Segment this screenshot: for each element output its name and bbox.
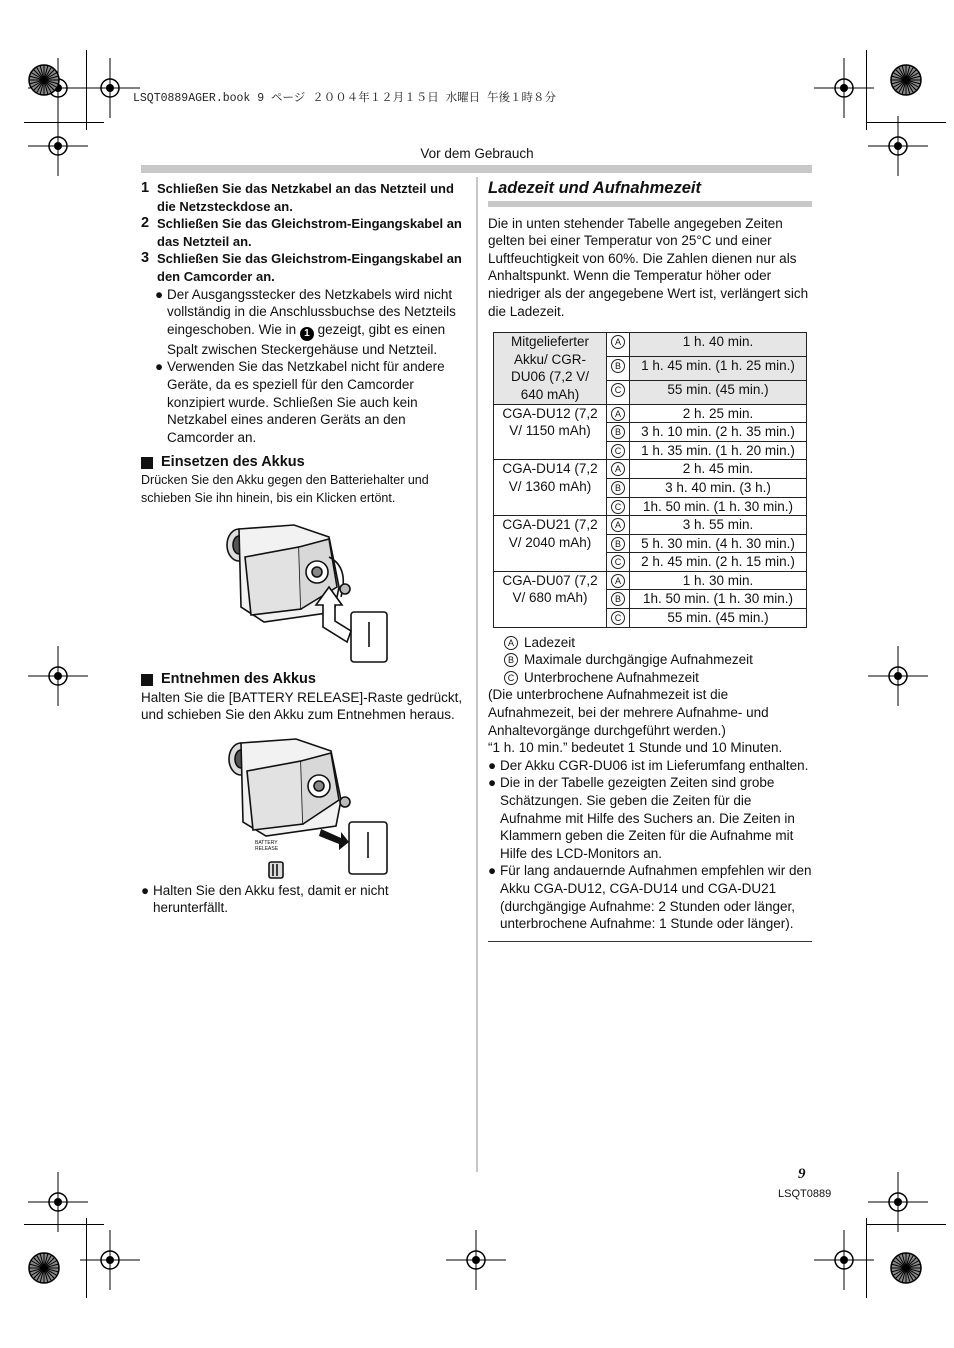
crosshair-mark xyxy=(814,1230,874,1290)
battery-release-label: BATTERY RELEASE xyxy=(255,839,279,852)
remove-figure xyxy=(221,734,401,882)
trim-line xyxy=(24,122,104,123)
time-cell: 3 h. 55 min. xyxy=(630,516,807,535)
circled-letter-icon: A xyxy=(611,518,625,532)
title-bar xyxy=(488,201,812,207)
letter-cell xyxy=(607,404,630,423)
time-cell: 55 min. (45 min.) xyxy=(630,609,807,628)
step3-bullet-1: ● Der Ausgangsstecker des Netzkabels wird nicht vollständig in die Anschlussbuchse des Netzteils eingeschoben. Wie in 1 gezeigt, gibt es einen Spalt zwischen Steckergehäuse und Netzteil. xyxy=(155,286,456,357)
time-cell: 2 h. 45 min. xyxy=(630,460,807,479)
table-row xyxy=(494,571,807,590)
time-cell: 3 h. 40 min. (3 h.) xyxy=(630,478,807,497)
step-1: 1 Schließen Sie das Netzkabel an das Netzteil und die Netzsteckdose an. xyxy=(141,180,454,214)
circled-letter-icon: C xyxy=(611,383,625,397)
legend-item: C Unterbrochene Aufnahmezeit xyxy=(488,669,812,687)
trim-line xyxy=(86,50,87,130)
trim-line xyxy=(86,1218,87,1298)
meaning-note: “1 h. 10 min.” bedeutet 1 Stunde und 10 Minuten. xyxy=(488,740,783,756)
step-2: 2 Schließen Sie das Gleichstrom-Eingangskabel an das Netzteil an. xyxy=(141,215,462,249)
circled-letter-icon: C xyxy=(611,555,625,569)
step3-bullet-2: ● Verwenden Sie das Netzkabel nicht für andere Geräte, da es speziell für den Camcorder konzipiert wurde. Schließen Sie auch kein Netzkabel eines anderen Geräts an den Camcorder an. xyxy=(155,359,445,445)
insert-heading: Einsetzen des Akkus xyxy=(141,454,466,472)
camcorder-insert-illustration xyxy=(219,517,399,667)
radial-mark xyxy=(28,64,60,96)
bullet-icon: ● xyxy=(488,863,497,879)
remove-text: Halten Sie die [BATTERY RELEASE]-Raste gedrückt, und schieben Sie den Akku zum Entnehmen heraus. xyxy=(141,689,463,723)
square-icon xyxy=(141,457,153,469)
letter-cell xyxy=(607,609,630,628)
paren-note: (Die unterbrochene Aufnahmezeit ist die Aufnahmezeit, bei der mehrere Aufnahme- und Anhaltevorgänge durchgeführt werden.) xyxy=(488,687,769,738)
step-3: 3 Schließen Sie das Gleichstrom-Eingangskabel an den Camcorder an. xyxy=(141,250,462,284)
letter-cell xyxy=(607,441,630,460)
time-cell: 1 h. 35 min. (1 h. 20 min.) xyxy=(630,441,807,460)
bullet-icon: ● xyxy=(155,286,164,302)
bullet-icon: ● xyxy=(155,359,164,375)
letter-cell xyxy=(607,590,630,609)
left-column xyxy=(141,180,466,917)
trim-line xyxy=(866,50,867,130)
letter-cell xyxy=(607,423,630,442)
circled-letter-icon: A xyxy=(611,462,625,476)
trim-line xyxy=(866,1224,946,1225)
time-cell: 1h. 50 min. (1 h. 30 min.) xyxy=(630,497,807,516)
bullet-icon: ● xyxy=(488,775,497,791)
battery-cell: CGA-DU14 (7,2 V/ 1360 mAh) xyxy=(494,460,607,516)
circled-letter-icon: C xyxy=(611,500,625,514)
crosshair-mark xyxy=(814,58,874,118)
time-cell: 55 min. (45 min.) xyxy=(630,380,807,404)
circled-letter-icon: A xyxy=(611,407,625,421)
time-cell: 1 h. 40 min. xyxy=(630,333,807,357)
circled-letter-icon: C xyxy=(611,611,625,625)
battery-cell: Mitgelieferter Akku/ CGR-DU06 (7,2 V/ 640 mAh) xyxy=(494,333,607,404)
time-cell: 1h. 50 min. (1 h. 30 min.) xyxy=(630,590,807,609)
circled-letter-b-icon: B xyxy=(504,653,518,667)
time-cell: 5 h. 30 min. (4 h. 30 min.) xyxy=(630,534,807,553)
circled-letter-icon: A xyxy=(611,574,625,588)
end-rule xyxy=(488,941,812,942)
time-cell: 1 h. 30 min. xyxy=(630,571,807,590)
circled-letter-icon: B xyxy=(611,537,625,551)
legend-item: B Maximale durchgängige Aufnahmezeit xyxy=(488,651,812,669)
note-bullet-1: ● Der Akku CGR-DU06 ist im Lieferumfang enthalten. xyxy=(488,757,809,773)
letter-cell xyxy=(607,478,630,497)
section-header: Vor dem Gebrauch xyxy=(420,146,534,161)
square-icon xyxy=(141,674,153,686)
letter-cell xyxy=(607,553,630,572)
header-bar xyxy=(141,165,812,173)
letter-cell xyxy=(607,333,630,357)
insert-text: Drücken Sie den Akku gegen den Batteriehalter und schieben Sie ihn hinein, bis ein Klicken ertönt. xyxy=(141,472,429,505)
time-cell: 2 h. 25 min. xyxy=(630,404,807,423)
page-number: 9 xyxy=(798,1166,806,1182)
battery-cell: CGA-DU07 (7,2 V/ 680 mAh) xyxy=(494,571,607,627)
bullet-icon: ● xyxy=(488,757,497,773)
trim-line xyxy=(866,122,946,123)
circled-letter-icon: B xyxy=(611,592,625,606)
letter-cell xyxy=(607,460,630,479)
charging-title: Ladezeit und Aufnahmezeit xyxy=(488,179,701,197)
intro-text: Die in unten stehender Tabelle angegeben Zeiten gelten bei einer Temperatur von 25°C und einer Luftfeuchtigkeit von 60%. Die Zahlen dienen nur als Anhaltspunkt. Wenn die Temperatur höher oder niedriger als der angegebene Wert ist, verlängert sich die Ladezeit. xyxy=(488,215,809,319)
insert-figure xyxy=(219,517,399,667)
right-column xyxy=(488,180,812,942)
letter-cell xyxy=(607,516,630,535)
file-info: LSQT0889AGER.book 9 ページ ２００４年１２月１５日 水曜日 午後１時８分 xyxy=(133,92,556,105)
circled-number-icon: 1 xyxy=(300,327,314,341)
battery-cell: CGA-DU12 (7,2 V/ 1150 mAh) xyxy=(494,404,607,460)
crosshair-mark xyxy=(868,1172,928,1232)
time-cell: 1 h. 45 min. (1 h. 25 min.) xyxy=(630,356,807,380)
letter-cell xyxy=(607,571,630,590)
crosshair-mark xyxy=(868,646,928,706)
note-bullet-3: ● Für lang andauernde Aufnahmen empfehlen wir den Akku CGA-DU12, CGA-DU14 und CGA-DU21 (durchgängige Aufnahme: 2 Stunden oder länger, unterbrochene Aufnahme: 1 Stunde oder länger). xyxy=(488,863,812,932)
radial-mark xyxy=(890,1252,922,1284)
crosshair-mark xyxy=(80,1230,140,1290)
table-row xyxy=(494,404,807,423)
circled-letter-icon: A xyxy=(611,335,625,349)
crosshair-mark xyxy=(28,646,88,706)
circled-letter-icon: C xyxy=(611,444,625,458)
camcorder-remove-illustration xyxy=(221,734,401,882)
circled-letter-a-icon: A xyxy=(504,636,518,650)
crosshair-mark xyxy=(80,58,140,118)
letter-cell xyxy=(607,356,630,380)
legend-item: A Ladezeit xyxy=(488,634,812,652)
trim-line xyxy=(24,1224,104,1225)
time-cell: 2 h. 45 min. (2 h. 15 min.) xyxy=(630,553,807,572)
trim-line xyxy=(866,1218,867,1298)
battery-cell: CGA-DU21 (7,2 V/ 2040 mAh) xyxy=(494,516,607,572)
circled-letter-icon: B xyxy=(611,481,625,495)
circled-letter-icon: B xyxy=(611,359,625,373)
time-cell: 3 h. 10 min. (2 h. 35 min.) xyxy=(630,423,807,442)
letter-cell xyxy=(607,497,630,516)
column-divider xyxy=(476,177,478,1172)
letter-cell xyxy=(607,534,630,553)
radial-mark xyxy=(890,64,922,96)
charging-time-table xyxy=(493,332,807,628)
doc-code: LSQT0889 xyxy=(778,1188,832,1200)
circled-letter-c-icon: C xyxy=(504,671,518,685)
legend xyxy=(488,634,812,687)
bullet-icon: ● xyxy=(141,882,150,898)
remove-bullet: ● Halten Sie den Akku fest, damit er nicht herunterfällt. xyxy=(141,882,389,916)
table-row xyxy=(494,333,807,357)
note-bullet-2: ● Die in der Tabelle gezeigten Zeiten sind grobe Schätzungen. Sie geben die Zeiten für die Aufnahme mit Hilfe des Suchers an. Die Zeiten in Klammern geben die Zeiten für die Aufnahme mit Hilfe des LCD-Monitors an. xyxy=(488,775,795,861)
crosshair-mark xyxy=(28,1172,88,1232)
table-row xyxy=(494,516,807,535)
letter-cell xyxy=(607,380,630,404)
radial-mark xyxy=(28,1252,60,1284)
table-row xyxy=(494,460,807,479)
remove-heading: Entnehmen des Akkus xyxy=(141,671,466,689)
crosshair-mark xyxy=(446,1230,506,1290)
circled-letter-icon: B xyxy=(611,425,625,439)
